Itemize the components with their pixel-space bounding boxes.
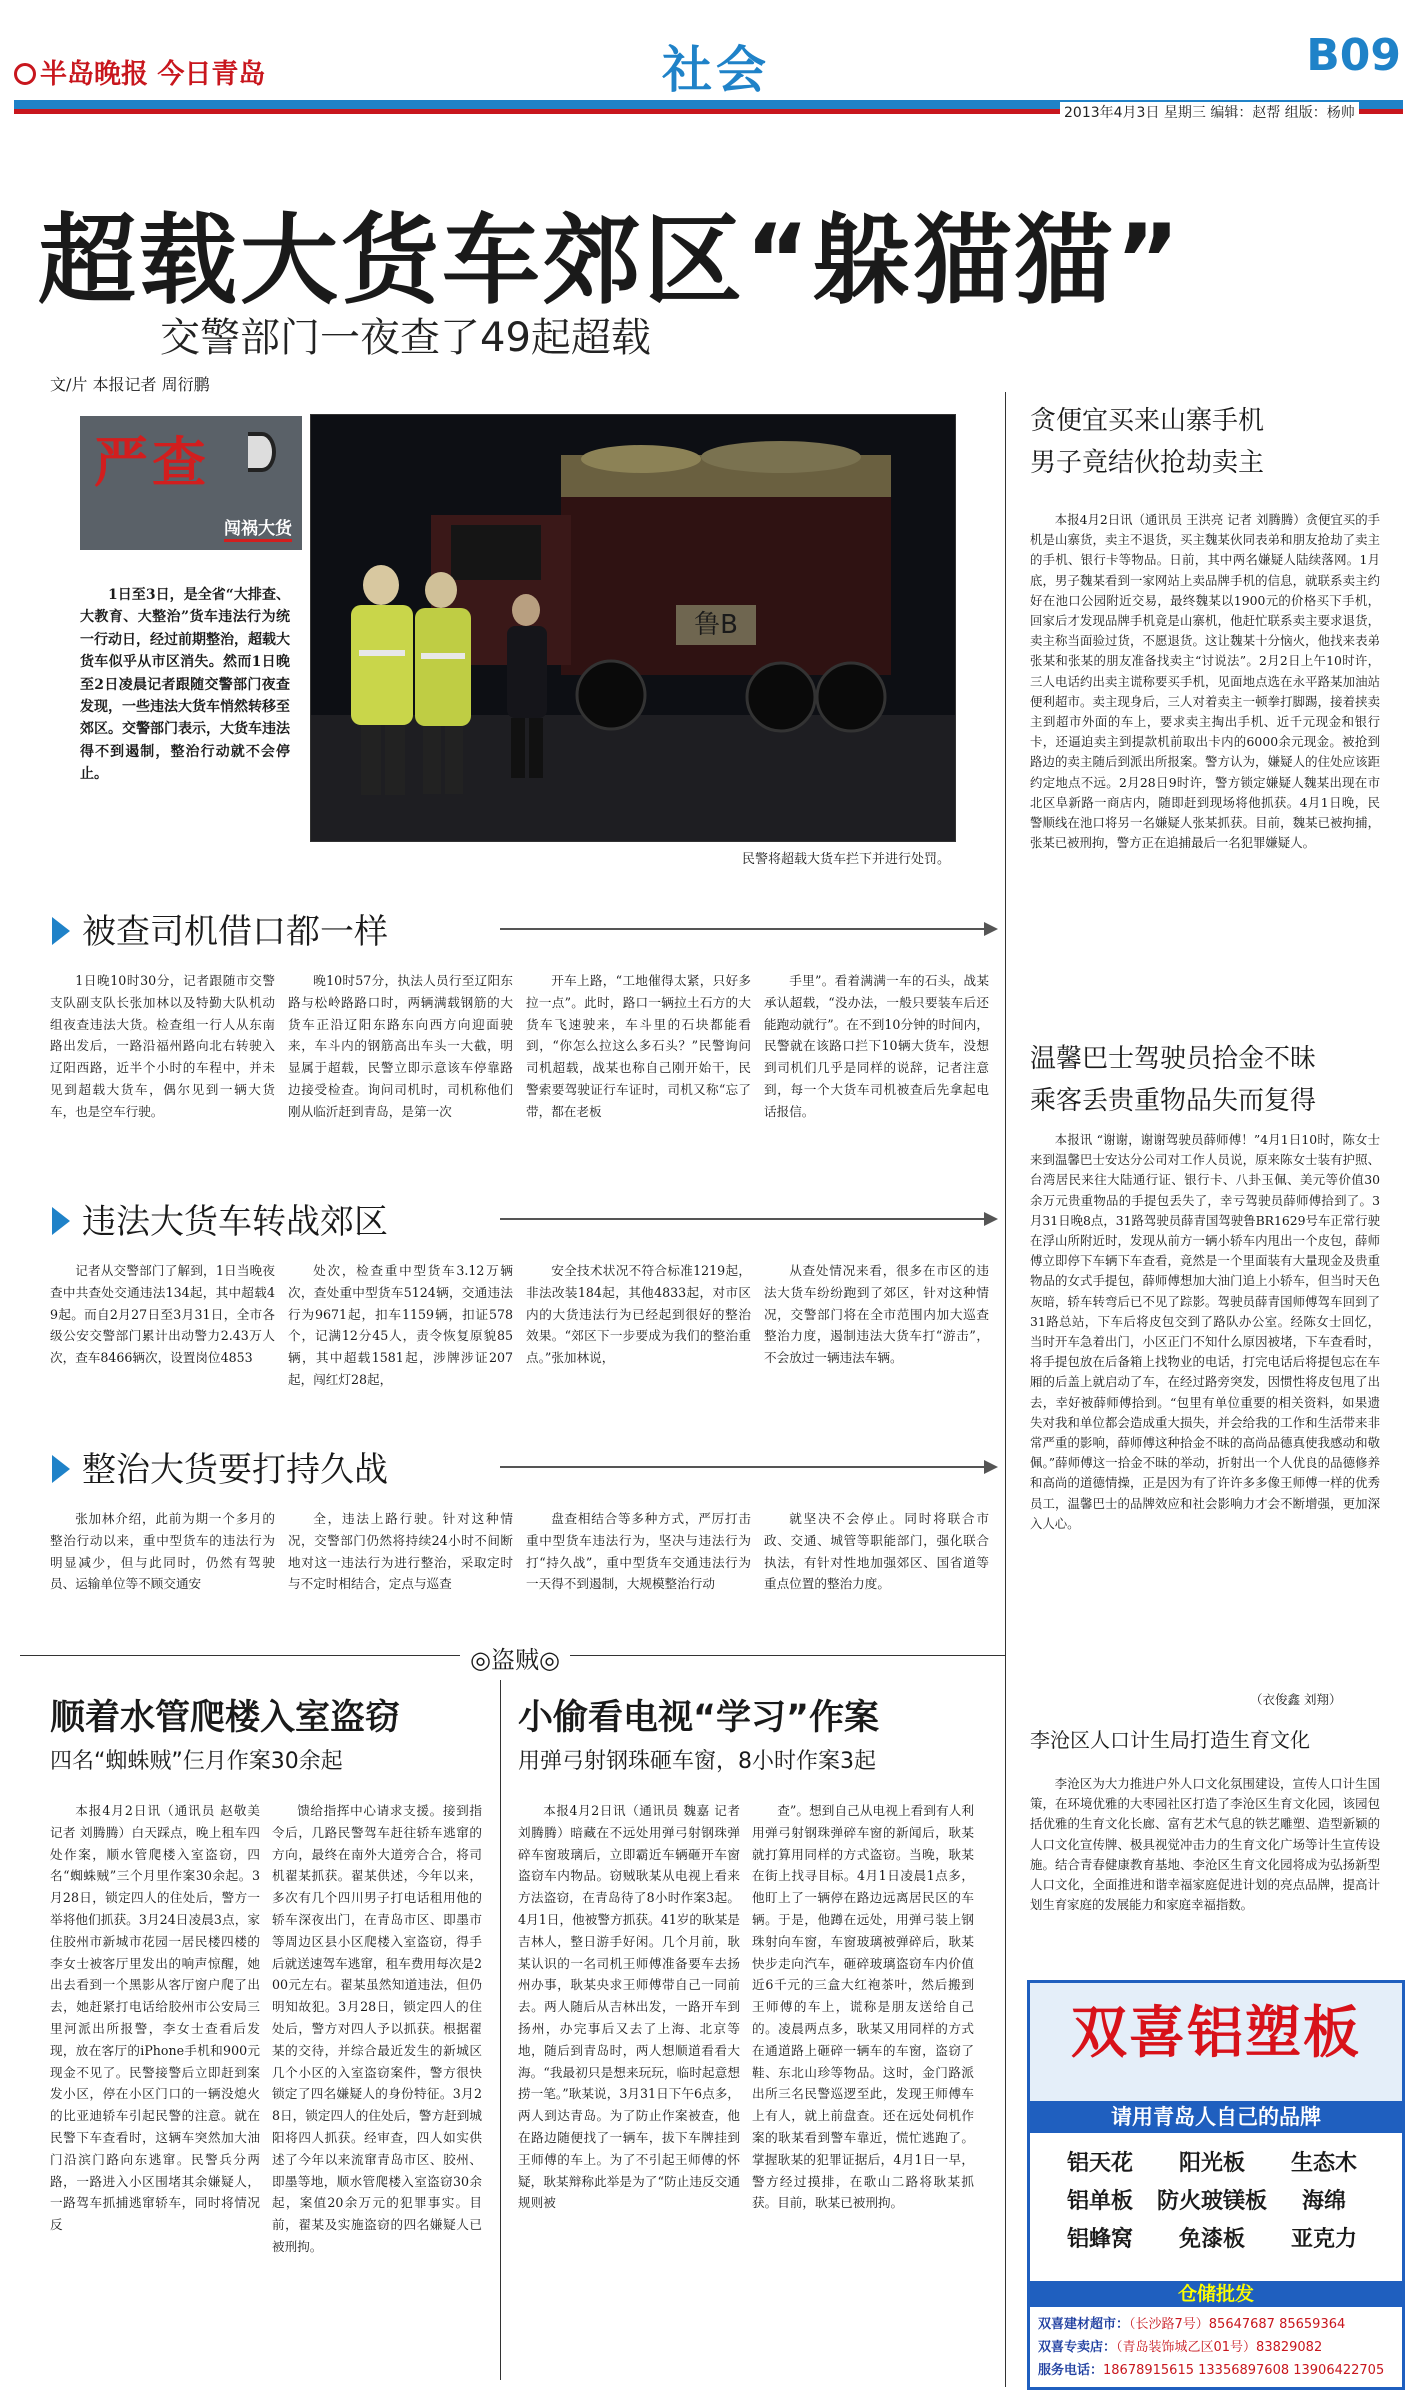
stamp-sub-text: 闯祸大货 [224, 514, 292, 542]
triangle-bullet-icon [52, 1455, 70, 1483]
ad-product: 亚克力 [1290, 2227, 1357, 2252]
section-1-column-1: 1日晚10时30分，记者跟随市交警支队副支队长张加林以及特勤大队机动组夜查违法大货。检查组一行人从东南路出发后，一路沿福州路向北右转驶入辽阳西路，近半个小时的车程中，并未见到超载大货车，偶尔见到一辆大货车，也是空车行驶。 [50, 973, 275, 1119]
right-story-1-title: 贪便宜买来山寨手机 男子竟结伙抢劫卖主 [1030, 406, 1265, 478]
ad-wholesale-bar: 仓储批发 [1030, 2281, 1402, 2307]
ad-product: 免漆板 [1178, 2227, 1245, 2252]
arrow-right-icon [984, 1460, 998, 1474]
section-3-column-3: 盘查相结合等多种方式，严厉打击重中型货车违法行为，坚决与违法行为打“持久战”，重中型货车交通违法行为一天得不到遏制，大规模整治行动 [526, 1511, 751, 1592]
thief-column-divider [500, 1680, 501, 2380]
section-heading-2: 违法大货车转战郊区 [52, 1194, 388, 1243]
story-right-subtitle: 用弹弓射钢珠砸车窗，8小时作案3起 [518, 1749, 876, 1774]
lead-headline: 超载大货车郊区“躲猫猫” [38, 204, 1183, 318]
lead-byline: 文/片 本报记者 周衍鹏 [50, 375, 210, 394]
right-story-2-title: 温馨巴士驾驶员拾金不昧 乘客丢贵重物品失而复得 [1030, 1044, 1317, 1116]
section-heading-1: 被查司机借口都一样 [52, 904, 388, 953]
story-left-title: 顺着水管爬楼入室盗窃 [50, 1698, 401, 1738]
story-right-title: 小偷看电视“学习”作案 [518, 1698, 880, 1738]
section-1-column-4: 手里”。看着满满一车的石头，战某承认超载，“没办法，一般只要装车后还能跑动就行”。在不到10分钟的时间内，民警就在该路口拦下10辆大货车，没想到司机们几乎是同样的说辞，记者注意到，每一个大货车司机被查后先拿起电话报信。 [764, 973, 989, 1119]
triangle-bullet-icon [52, 917, 70, 945]
triangle-bullet-icon [52, 1207, 70, 1235]
right-story-3-body: 李沧区为大力推进户外人口文化氛围建设，宣传人口计生国策，在环境优雅的大枣园社区打造了李沧区生育文化园，该园包括优雅的生育文化长廊、富有艺术气息的铁艺雕塑、造型新颖的人口文化宣传牌、极具视觉冲击力的生育文化广场等计生宣传设施。结合青春健康教育基地、李沧区生育文化园将成为弘扬新型人口文化，全面推进和谐幸福家庭促进计划的亮点品牌，提高计划生育家庭的发展能力和家庭幸福指数。 [1030, 1776, 1380, 1913]
truck-photo [310, 414, 956, 842]
ad-product: 铝天花 [1066, 2151, 1133, 2176]
story-left-subtitle: 四名“蜘蛛贼”仨月作案30余起 [50, 1749, 343, 1774]
ad-product: 铝蜂窝 [1066, 2227, 1133, 2252]
section-label: 社会 [662, 41, 770, 99]
section-3-column-2: 全，违法上路行驶。针对这种情况，交警部门仍然将持续24小时不间断地对这一违法行为进行整治，采取定时与不定时相结合，定点与巡查 [288, 1511, 513, 1592]
thief-band-label: ◎盗贼◎ [460, 1640, 570, 1675]
megaphone-icon [248, 432, 276, 472]
section-rule-1 [500, 928, 986, 930]
page-number: B09 [1306, 30, 1401, 81]
ad-product: 铝单板 [1066, 2189, 1133, 2214]
section-1-column-2: 晚10时57分，执法人员行至辽阳东路与松岭路路口时，两辆满载钢筋的大货车正沿辽阳东路东向西方向迎面驶来，车斗内的钢筋高出车头一大截，明显属于超载，民警立即示意该车停靠路边接受检查。询问司机时，司机称他们刚从临沂赶到青岛，是第一次 [288, 973, 513, 1119]
section-3-column-4: 就坚决不会停止。同时将联合市政、交通、城管等职能部门，强化联合执法，有针对性地加强郊区、国省道等重点位置的整治力度。 [764, 1511, 989, 1592]
stamp-main-text: 严查 [94, 431, 210, 494]
story-right-column-2: 查”。想到自己从电视上看到有人利用弹弓射钢珠弹碎车窗的新闻后，耿某就打算用同样的方式盗窃。当晚，耿某在街上找寻目标。4月1日凌晨1点多，他盯上了一辆停在路边远离居民区的车辆。于是，他蹲在远处，用弹弓装上钢珠射向车窗，车窗玻璃被弹碎后，耿某快步走向汽车，砸碎玻璃盗窃车内价值近6千元的三盒大红袍茶叶，然后搬到王师傅的车上，谎称是朋友送给自己的。凌晨两点多，耿某又用同样的方式在通道路上砸碎一辆车的车窗，盗窃了鞋、东北山珍等物品。这时，金门路派出所三名民警巡逻至此，发现王师傅车上有人，就上前盘查。还在远处伺机作案的耿某看到警车靠近，慌忙逃跑了。掌握耿某的犯罪证据后，4月1日一早，警方经过摸排，在歌山二路将耿某抓获。目前，耿某已被刑拘。 [752, 1803, 974, 2211]
story-right-column-1: 本报4月2日讯（通讯员 魏嘉 记者 刘腾腾）暗藏在不远处用弹弓射钢珠弹碎车窗玻璃后，立即霸近车辆砸开车窗盗窃车内物品。窃贼耿某从电视上看来方法盗窃，在青岛待了8小时作案3起。4月1日，他被警方抓获。41岁的耿某是吉林人，整日游手好闲。几个月前，耿某认识的一名司机王师傅准备要车去扬州办事，耿某央求王师傅带自己一同前去。两人随后从吉林出发，一路开车到扬州，办完事后又去了上海、北京等地，随后到青岛时，两人想顺道看看大海。“我最初只是想来玩玩，临时起意想捞一笔。”耿某说，3月31日下午6点多，两人到达青岛。为了防止作案被查，他在路边随便找了一辆车，拔下车牌挂到王师傅的车上。为了不引起王师傅的怀疑，耿某辩称此举是为了“防止违反交通规则被 [518, 1803, 740, 2211]
right-story-2-credit: （衣俊鑫 刘翔） [1250, 1692, 1342, 1707]
section-heading-3: 整治大货要打持久战 [52, 1442, 388, 1491]
section-rule-3 [500, 1466, 986, 1468]
right-story-2-body: 本报讯 “谢谢，谢谢驾驶员薛师傅！”4月1日10时，陈女士来到温馨巴士安达分公司对工作人员说，原来陈女士装有护照、台湾居民来往大陆通行证、银行卡、八卦玉佩、美元等价值30余万元贵重物品的手提包丢失了，幸亏驾驶员薛师傅拾到了。3月31日晚8点，31路驾驶员薛青国驾驶鲁BR1629号车正常行驶在浮山所附近时，发现从前方一辆小轿车内甩出一个皮包，薛师傅立即停下车辆下车查看，竟然是一个里面装有大量现金及贵重物品的女式手提包，薛师傅想加大油门追上小轿车，但当时天色灰暗，轿车转弯后已不见了踪影。驾驶员薛青国师傅驾车回到了31路总站，下车后将皮包交到了路队办公室。经陈女士回忆，当时开车急着出门，小区正门不知什么原因被堵，下车查看时，将手提包放在后备箱上找物业的电话，打完电话后将提包忘在车厢的后盖上就启动了车，在经过路旁突发，因惯性将皮包甩了出去，幸好被薛师傅拾到。“包里有单位重要的相关资料，如果遗失对我和单位都会造成重大损失，并会给我的工作和生活带来非常严重的影响，薛师傅这种拾金不昧的高尚品德真使我感动和敬佩。”薛师傅这一拾金不昧的举动，折射出一个人优良的品德修养和高尚的道德情操，正是因为有了许许多多像王师傅一样的优秀员工，温馨巴士的品牌效应和社会影响力才会不断增强，更加深入人心。 [1030, 1132, 1380, 1531]
lead-subhead: 交警部门一夜查了49起超载 [160, 315, 651, 361]
arrow-right-icon [984, 1212, 998, 1226]
story-left-column-1: 本报4月2日讯（通讯员 赵敬美 记者 刘腾腾）白天踩点，晚上租车四处作案，顺水管爬楼入室盗窃，四名“蜘蛛贼”三个月里作案30余起。3月28日，锁定四人的住处后，警方一举将他们抓获。3月24日凌晨3点，家住胶州市新城市花园一居民楼四楼的李女士被客厅里发出的响声惊醒，她出去看到一个黑影从客厅窗户爬了出去，她赶紧打电话给胶州市公安局三里河派出所报警，李女士查看后发现，放在客厅的iPhone手机和900元现金不见了。民警接警后立即赶到案发小区，停在小区门口的一辆没熄火的比亚迪轿车引起民警的注意。就在民警下车查看时，这辆车突然加大油门沿滨门路向东逃窜。民警兵分两路，一路进入小区围堵其余嫌疑人，一路驾车抓捕逃窜轿车，同时将情况反 [50, 1803, 260, 2233]
ad-product: 生态木 [1290, 2151, 1357, 2176]
ad-title: 双喜铝塑板 [1071, 2001, 1361, 2066]
photo-caption: 民警将超载大货车拦下并进行处罚。 [741, 852, 950, 867]
right-story-3-title: 李沧区人口计生局打造生育文化 [1030, 1728, 1310, 1752]
section-1-column-3: 开车上路，“工地催得太紧，只好多拉一点”。此时，路口一辆拉土石方的大货车飞速驶来，车斗里的石块都能看到，“你怎么拉这么多石头？”民警询问司机超载，战某也称自己刚开始干，民警索要驾驶证行车证时，司机又称“忘了带，都在老板 [526, 973, 751, 1119]
truck-photo-illustration [311, 415, 956, 842]
section-3-column-1: 张加林介绍，此前为期一个多月的整治行动以来，重中型货车的违法行为明显减少，但与此同时，仍然有驾驶员、运输单位等不顾交通安 [50, 1511, 275, 1592]
ad-product: 防火玻镁板 [1156, 2189, 1267, 2214]
ad-product: 阳光板 [1178, 2151, 1245, 2176]
dateline: 2013年4月3日 星期三 编辑：赵帮 组版：杨帅 [1060, 102, 1359, 122]
truck-plate: 鲁B [694, 610, 738, 640]
section-2-column-2: 处次，检查重中型货车3.12万辆次，查处重中型货车5124辆，交通违法行为9671起，扣车1159辆，扣证578个，记满12分45人，责令恢复原貌85辆，其中超载1581起，涉牌涉证207起，闯红灯28起， [288, 1263, 513, 1387]
right-story-1-body: 本报4月2日讯（通讯员 王洪亮 记者 刘腾腾）贪便宜买的手机是山寨货，卖主不退货，买主魏某伙同表弟和朋友抢劫了卖主的手机、银行卡等物品。日前，其中两名嫌疑人陆续落网。1月底，男子魏某看到一家网站上卖品牌手机的信息，就联系卖主约好在池口公园附近交易，最终魏某以1900元的价格买下手机，回家后才发现品牌手机竟是山寨机，他赶忙联系卖主要求退货，卖主称当面验过货，不愿退货。这让魏某十分恼火，他找来表弟张某和张某的朋友准备找卖主“讨说法”。2月2日上午10时许，三人电话约出卖主谎称要买手机，见面地点选在永平路某加油站便利超市。卖主现身后，三人对着卖主一顿拳打脚踢，接着挟卖主到超市外面的车上，要求卖主掏出手机、近千元现金和银行卡，还逼迫卖主到提款机前取出卡内的6000余元现金。被抢到路边的卖主随后到派出所报案。警方认为，嫌疑人的住处应该距约定地点不远。2月28日9时许，警方锁定嫌疑人魏某出现在市北区阜新路一商店内，随即赶到现场将他抓获。4月1日晚，民警顺线在池口将另一名嫌疑人张某抓获。目前，魏某已被拘捕，张某已被刑拘，警方正在追捕最后一名犯罪嫌疑人。 [1030, 512, 1380, 851]
crackdown-stamp [80, 416, 302, 550]
right-column-divider [1005, 392, 1006, 2387]
ad-product-grid [1044, 2145, 1394, 2259]
logo-icon [14, 63, 36, 85]
newspaper-logo: 半岛晚报 今日青岛 [14, 52, 265, 91]
section-rule-2 [500, 1218, 986, 1220]
story-left-column-2: 馈给指挥中心请求支援。接到指令后，几路民警驾车赶往轿车逃窜的方向，最终在南外大道旁合合，将司机翟某抓获。翟某供述，今年以来，多次有几个四川男子打电话租用他的轿车深夜出门，在青岛市区、即墨市等周边区县小区爬楼入室盗窃，得手后就送速驾车逃窜，租车费用每次是200元左右。翟某虽然知道违法，但仍明知故犯。3月28日，锁定四人的住处后，警方对四人予以抓获。根据翟某的交待，并综合最近发生的新城区几个小区的入室盗窃案件，警方很快锁定了四名嫌疑人的身份特征。3月28日，锁定四人的住处后，警方赶到城阳将四人抓获。经审查，四人如实供述了今年以来流窜青岛市区、胶州、即墨等地，顺水管爬楼入室盗窃30余起，案值20余万元的犯罪事实。目前，翟某及实施盗窃的四名嫌疑人已被刑拘。 [272, 1803, 482, 2254]
ad-slogan: 请用青岛人自己的品牌 [1030, 2101, 1402, 2133]
section-2-column-3: 安全技术状况不符合标准1219起，非法改装184起，其他4833起，对市区内的大货违法行为已经起到很好的整治效果。“郊区下一步要成为我们的整治重点。”张加林说， [526, 1263, 751, 1366]
ad-product: 海绵 [1301, 2189, 1346, 2214]
lead-lede: 1日至3日，是全省“大排查、大教育、大整治”货车违法行为统一行动日，经过前期整治，超载大货车似乎从市区消失。然而1日晚至2日凌晨记者跟随交警部门夜查发现，一些违法大货车悄然转移至郊区。交警部门表示，大货车违法得不到遏制，整治行动就不会停止。 [80, 587, 290, 783]
ad-contact-info: 双喜建材超市：（长沙路7号）85647687 85659364 双喜专卖店：（青岛装饰城乙区01号）83829082 服务电话：18678915615 13356897608 13906422705 [1038, 2317, 1385, 2378]
arrow-right-icon [984, 922, 998, 936]
section-2-column-1: 记者从交警部门了解到，1日当晚夜查中共查处交通违法134起，其中超载49起。而自2月27日至3月31日，全市各级公安交警部门累计出动警力2.43万人次，查车8466辆次，设置岗位4853 [50, 1263, 275, 1366]
aluminum-panel-ad [1027, 1980, 1405, 2390]
section-2-column-4: 从查处情况来看，很多在市区的违法大货车纷纷跑到了郊区，针对这种情况，交警部门将在全市范围内加大巡查整治力度，遏制违法大货车打“游击”，不会放过一辆违法车辆。 [764, 1263, 989, 1366]
